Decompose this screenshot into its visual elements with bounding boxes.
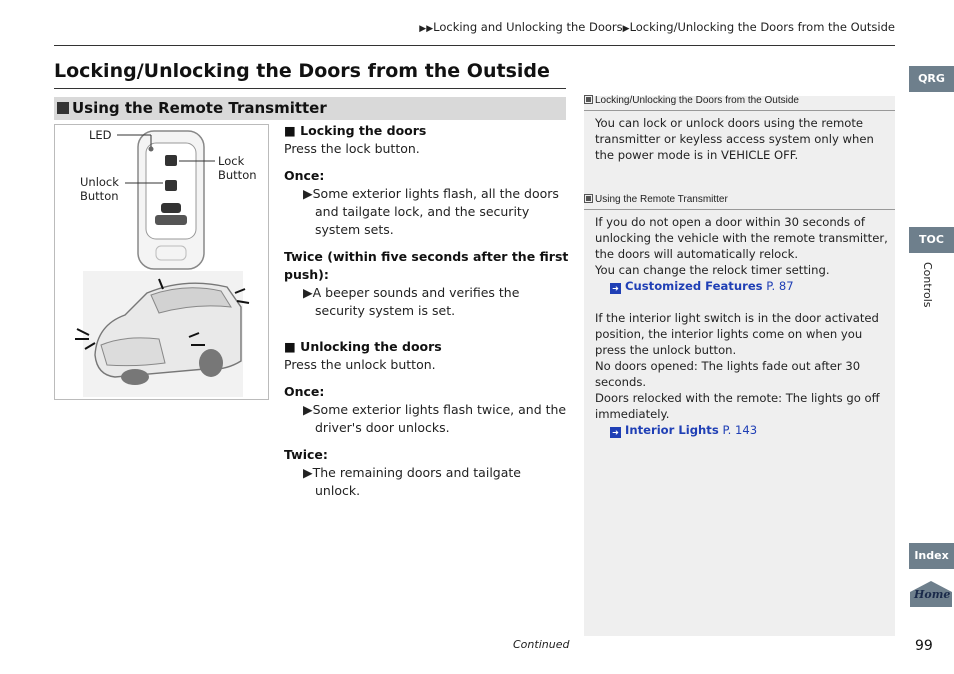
note-title: Using the Remote Transmitter	[584, 194, 728, 205]
double-arrow-icon: ▶▶	[419, 24, 434, 34]
unlocking-once-label: Once:	[284, 384, 325, 399]
home-label: Home	[914, 588, 951, 601]
unlock-button-label: Unlock Button	[80, 175, 119, 203]
breadcrumb	[419, 20, 895, 34]
toc-tab[interactable]: TOC	[909, 227, 954, 253]
unlocking-heading: ■ Unlocking the doors	[284, 339, 442, 354]
section-heading	[54, 97, 566, 120]
qrg-tab[interactable]: QRG	[909, 66, 954, 92]
locking-intro: Press the lock button.	[284, 141, 420, 156]
cross-reference-icon: ➜	[610, 283, 621, 294]
continued-label: Continued	[513, 638, 570, 651]
unlocking-twice-label: Twice:	[284, 447, 328, 462]
index-tab[interactable]: Index	[909, 543, 954, 569]
breadcrumb-item[interactable]: Locking and Unlocking the Doors	[433, 20, 623, 34]
breadcrumb-item[interactable]: Locking/Unlocking the Doors from the Outside	[629, 20, 895, 34]
lock-button-label: Lock Button	[218, 154, 257, 182]
triangle-bullet-icon: ▶	[303, 402, 313, 417]
triangle-bullet-icon: ▶	[303, 186, 313, 201]
note-title: Locking/Unlocking the Doors from the Outside	[584, 95, 799, 106]
xref-interior-lights[interactable]: ➜ Interior Lights P. 143	[595, 422, 890, 438]
note-icon	[584, 95, 593, 104]
remote-transmitter-illustration	[54, 124, 269, 400]
locking-twice-label: Twice (within five seconds after the first push):	[284, 249, 569, 282]
page-title: Locking/Unlocking the Doors from the Outside	[54, 60, 550, 82]
unlocking-intro: Press the unlock button.	[284, 357, 436, 372]
locking-twice-text: ▶A beeper sounds and verifies the security system is set.	[303, 285, 520, 318]
note-divider	[584, 110, 895, 111]
triangle-bullet-icon: ▶	[303, 285, 313, 300]
square-bullet-icon: ■	[284, 339, 301, 354]
xref-customized-features[interactable]: ➜ Customized Features P. 87	[595, 278, 890, 294]
triangle-bullet-icon: ▶	[303, 465, 313, 480]
header-divider	[54, 45, 895, 46]
locking-heading: ■ Locking the doors	[284, 123, 427, 138]
locking-once-text: ▶Some exterior lights flash, all the doors and tailgate lock, and the security system sets.	[303, 186, 559, 237]
note-divider	[584, 209, 895, 210]
title-divider	[54, 88, 566, 89]
note-body: If you do not open a door within 30 seconds of unlocking the vehicle with the remote transmitter, the doors will automatically relock. You can change the relock timer setting. ➜ Customized Features P. 87 If the interior light switch is in the door activated position, the interior lights come on when you press the unlock button. No doors opened: The lights fade out after 30 seconds. Doors relocked with the remote: The lights go off immediately. ➜ Interior Lights P. 143	[595, 214, 890, 438]
unlocking-once-text: ▶Some exterior lights flash twice, and the driver's door unlocks.	[303, 402, 567, 435]
home-button[interactable]	[908, 580, 954, 608]
led-label: LED	[89, 128, 112, 142]
square-bullet-icon	[57, 102, 69, 114]
chapter-label: Controls	[921, 262, 934, 308]
note-icon	[584, 194, 593, 203]
square-bullet-icon: ■	[284, 123, 301, 138]
locking-once-label: Once:	[284, 168, 325, 183]
note-body: You can lock or unlock doors using the remote transmitter or keyless access system only when the power mode is in VEHICLE OFF.	[595, 116, 874, 162]
page-number: 99	[915, 638, 933, 654]
instructions-column	[284, 122, 569, 500]
arrow-icon: ▶	[622, 24, 630, 34]
cross-reference-icon: ➜	[610, 427, 621, 438]
unlocking-twice-text: ▶The remaining doors and tailgate unlock.	[303, 465, 521, 498]
section-heading-text: Using the Remote Transmitter	[72, 99, 327, 117]
